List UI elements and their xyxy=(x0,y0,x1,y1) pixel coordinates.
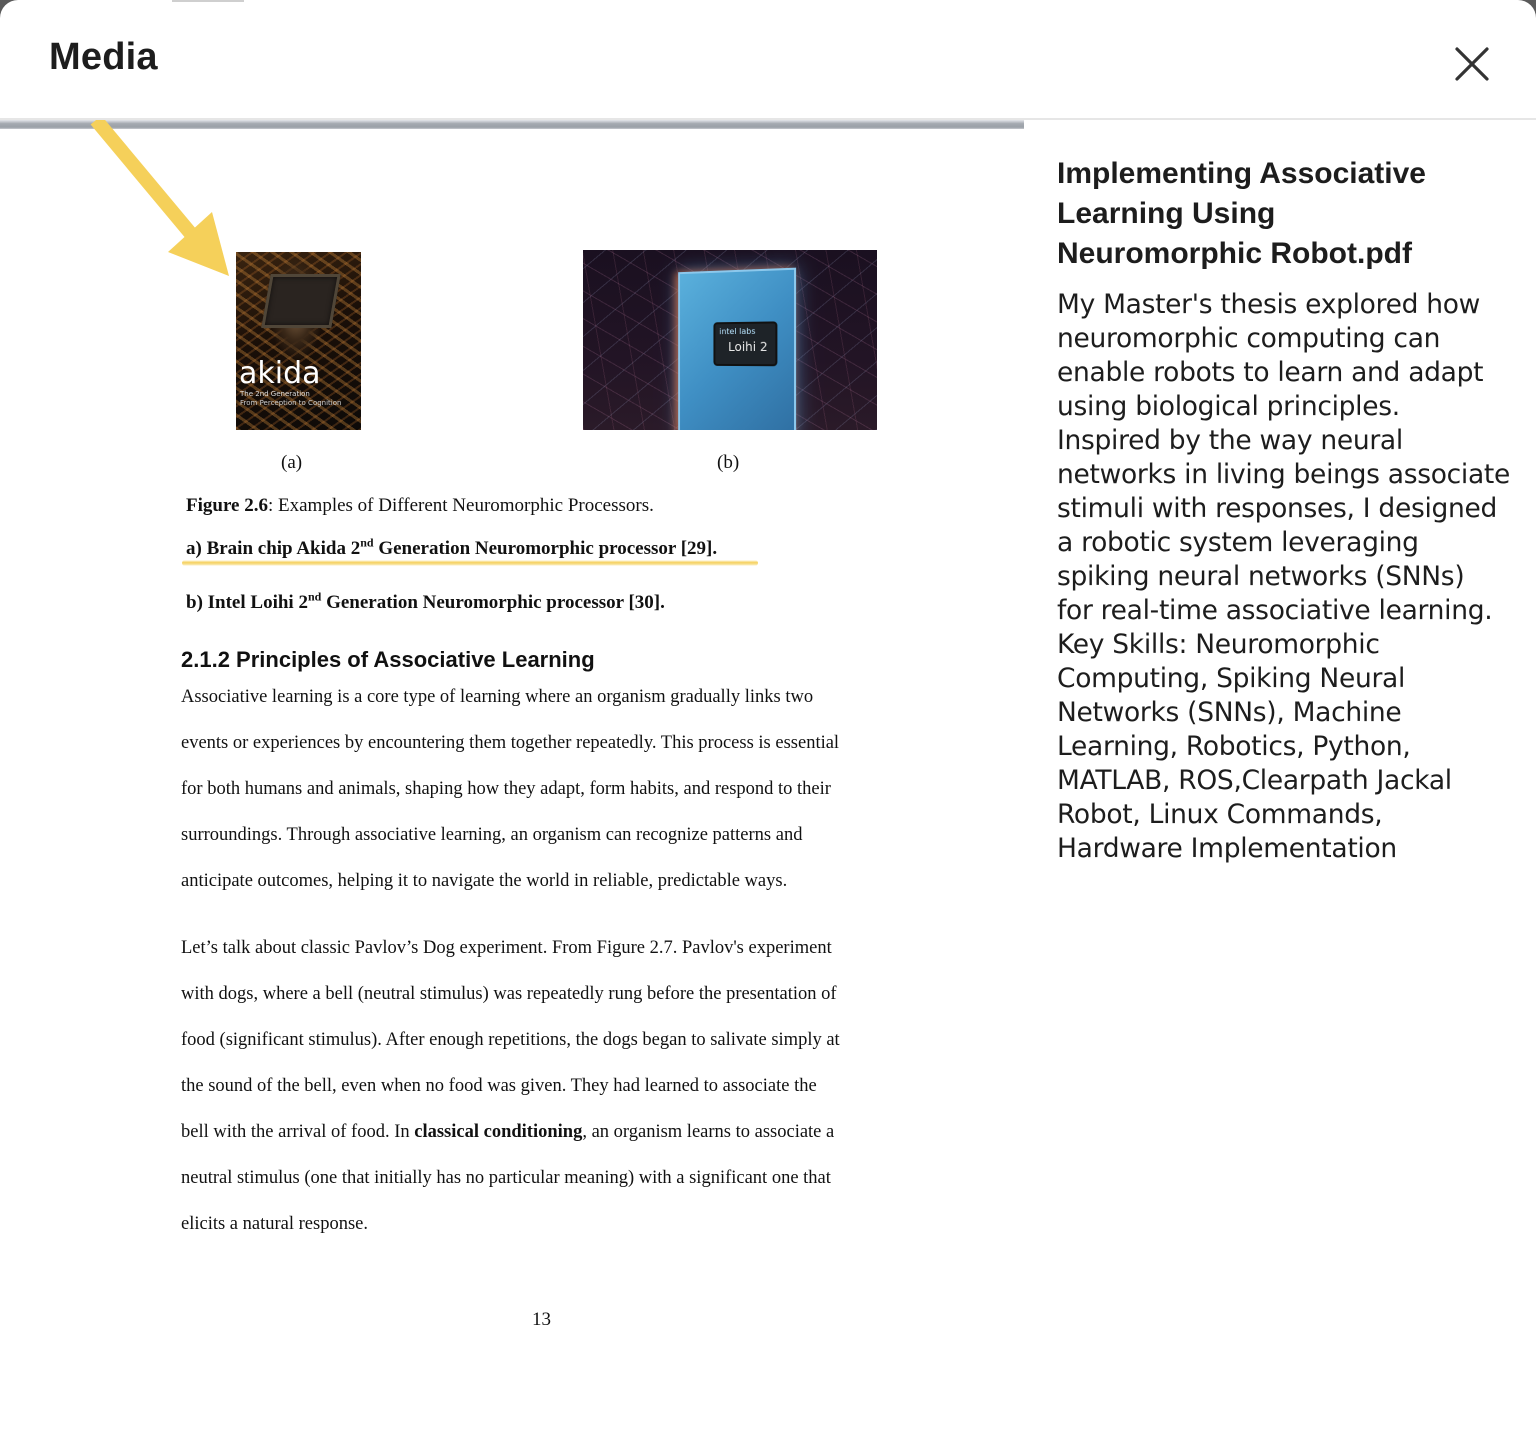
paragraph-line: the sound of the bell, even when no food was given. They had learned to associate the xyxy=(181,1076,817,1096)
chip-graphic xyxy=(261,274,341,328)
line-5-end: , an organism learns to associate a xyxy=(582,1122,835,1142)
description-line: networks in living beings associate xyxy=(1057,459,1511,490)
figure-label-a: (a) xyxy=(281,452,303,473)
paragraph-line: elicits a natural response. xyxy=(181,1214,368,1234)
caption-b-rest: Generation Neuromorphic processor [30]. xyxy=(321,592,665,613)
loihi-chip-image xyxy=(583,250,877,430)
caption-a-text: a) Brain chip Akida 2 xyxy=(186,538,361,559)
description-line: for real-time associative learning. xyxy=(1057,595,1493,626)
caption-a-rest: Generation Neuromorphic processor [29]. xyxy=(373,538,718,559)
modal-title: Media xyxy=(49,36,158,78)
document-top-shadow xyxy=(0,120,1024,129)
description-line: stimuli with responses, I designed xyxy=(1057,493,1498,524)
description-line: Computing, Spiking Neural xyxy=(1057,663,1406,694)
title-line: Implementing Associative xyxy=(1057,157,1426,190)
description-line: a robotic system leveraging xyxy=(1057,527,1419,558)
figure-caption-b xyxy=(186,589,665,614)
document-viewer[interactable] xyxy=(0,120,1024,1436)
description-line: Key Skills: Neuromorphic xyxy=(1057,629,1380,660)
caption-b-sup: nd xyxy=(307,589,322,604)
chip-die xyxy=(713,321,777,366)
paragraph-2 xyxy=(181,925,921,1247)
description-line: spiking neural networks (SNNs) xyxy=(1057,561,1465,592)
line-5-start: bell with the arrival of food. In xyxy=(181,1122,415,1142)
close-button[interactable] xyxy=(1448,40,1496,88)
title-line: Neuromorphic Robot.pdf xyxy=(1057,237,1412,270)
akida-subtitle-1: The 2nd Generation xyxy=(240,390,310,398)
intel-labs-logo: intel labs xyxy=(719,326,756,337)
document-title xyxy=(1057,154,1517,274)
media-details-panel xyxy=(1057,150,1517,866)
caption-a-sup: nd xyxy=(360,535,374,550)
description-line: Learning, Robotics, Python, xyxy=(1057,731,1411,762)
paragraph-line: for both humans and animals, shaping how they adapt, form habits, and respond to their xyxy=(181,779,831,799)
modal-header xyxy=(0,0,1536,120)
description-line: Inspired by the way neural xyxy=(1057,425,1403,456)
paragraph-line: Let’s talk about classic Pavlov’s Dog experiment. From Figure 2.7. Pavlov's experiment xyxy=(181,938,832,958)
chip-package xyxy=(678,268,796,430)
figure-number: Figure 2.6 xyxy=(186,495,268,516)
loihi-model-text: Loihi 2 xyxy=(728,339,768,355)
description-line: Networks (SNNs), Machine xyxy=(1057,697,1402,728)
pdf-page xyxy=(0,129,1024,1436)
figure-label-b: (b) xyxy=(717,452,740,473)
caption-b-text: b) Intel Loihi 2 xyxy=(186,592,308,613)
description-line: using biological principles. xyxy=(1057,391,1400,422)
title-line: Learning Using xyxy=(1057,197,1276,230)
document-description xyxy=(1057,288,1517,866)
akida-subtitle-2: From Perception to Cognition xyxy=(240,399,342,407)
description-line: neuromorphic computing can xyxy=(1057,323,1441,354)
figure-caption-a xyxy=(186,535,718,560)
description-line: MATLAB, ROS,Clearpath Jackal xyxy=(1057,765,1452,796)
paragraph-line: neutral stimulus (one that initially has no particular meaning) with a significant one that xyxy=(181,1168,831,1188)
description-line: Robot, Linux Commands, xyxy=(1057,799,1383,830)
paragraph-line: with dogs, where a bell (neutral stimulus) was repeatedly rung before the presentation of xyxy=(181,984,837,1004)
bold-term: classical conditioning xyxy=(414,1122,583,1142)
figure-caption-title xyxy=(186,495,654,517)
description-line: Hardware Implementation xyxy=(1057,833,1397,864)
paragraph-line: anticipate outcomes, helping it to navigate the world in reliable, predictable ways. xyxy=(181,871,788,891)
akida-chip-image xyxy=(236,252,361,430)
description-line: My Master's thesis explored how xyxy=(1057,289,1481,320)
paragraph-line: surroundings. Through associative learning, an organism can recognize patterns and xyxy=(181,825,803,845)
paragraph-line: Associative learning is a core type of learning where an organism gradually links two xyxy=(181,687,814,707)
paragraph-line: food (significant stimulus). After enough repetitions, the dogs began to salivate simply at xyxy=(181,1030,840,1050)
close-icon xyxy=(1448,40,1496,88)
paragraph-line xyxy=(181,1109,921,1155)
akida-logo-text: akida xyxy=(239,356,321,391)
section-heading: 2.1.2 Principles of Associative Learning xyxy=(181,647,595,672)
paragraph-line: events or experiences by encountering them together repeatedly. This process is essential xyxy=(181,733,840,753)
description-line: enable robots to learn and adapt xyxy=(1057,357,1484,388)
page-number: 13 xyxy=(532,1309,551,1330)
yellow-highlight-underline xyxy=(182,560,758,566)
figure-caption-colon: : Examples of Different Neuromorphic Processors. xyxy=(267,495,654,516)
paragraph-1 xyxy=(181,674,921,904)
